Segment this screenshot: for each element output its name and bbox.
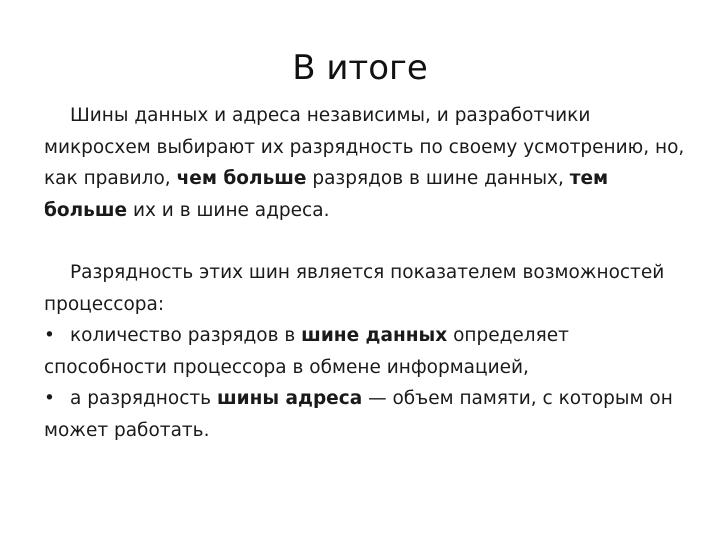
bullet-data-bus-text-1: количество разрядов в [70,325,302,346]
bullet-data-bus [44,320,694,383]
bullet-address-bus-text-2: — объем памяти, с которым он может работать. [44,388,673,441]
paragraph-buses-text-1: Шины данных и адреса независимы, и разработчики микросхем выбирают их разрядность по своему усмотрению, но, как правило, [44,105,685,189]
emphasis-address-bus: шины адреса [216,388,363,409]
bullet-marker: • [44,325,55,346]
emphasis-more-1: чем больше [176,168,307,189]
bullet-marker: • [44,388,55,409]
paragraph-bit-width-intro: Разрядность этих шин является показателем возможностей процессора: [44,262,665,315]
slide-body [44,100,694,446]
bullet-address-bus [44,383,694,446]
emphasis-data-bus: шине данных [301,325,448,346]
paragraph-buses [44,100,694,226]
bullet-data-bus-text-2: определяет способности процессора в обмене информацией, [44,325,569,378]
bullet-address-bus-text-1: а разрядность [70,388,217,409]
paragraph-buses-text-2: разрядов в шине данных, [306,168,570,189]
slide-title: В итоге [292,48,428,88]
paragraph-buses-text-3: их и в шине адреса. [127,199,330,221]
emphasis-more-2: тем больше [44,168,609,221]
paragraph-bit-width [44,257,694,320]
